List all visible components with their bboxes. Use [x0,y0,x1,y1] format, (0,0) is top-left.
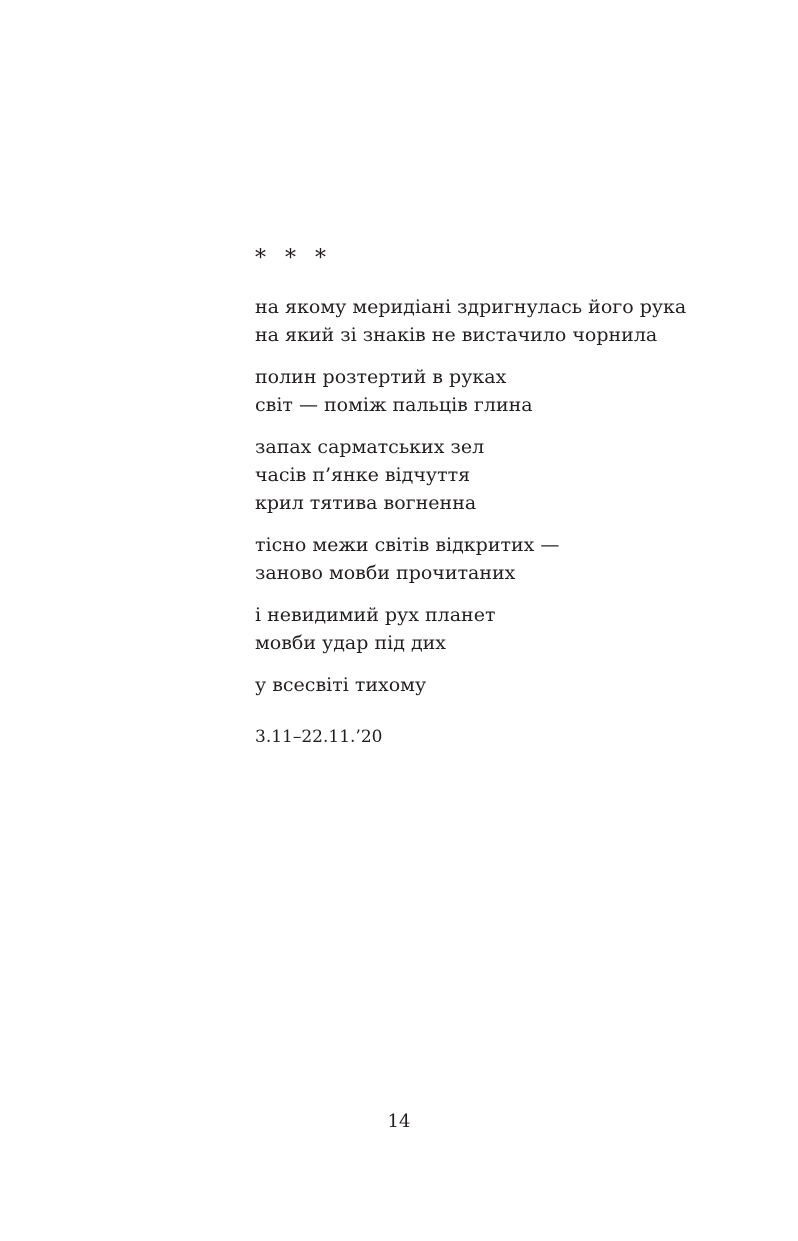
stanza-4 [255,531,775,587]
asterism-separator: * * * [255,246,332,271]
poem-line: заново мовби прочитаних [255,562,516,584]
poem-line: крил тятива вогненна [255,492,477,514]
poem-line: тісно межи світів відкритих — [255,534,560,556]
stanza-2 [255,363,775,419]
poem [255,245,775,749]
poem-date: 3.11–22.11.’20 [255,727,383,747]
poem-line: мовби удар під дих [255,632,447,654]
poem-line: запах сарматських зел [255,436,485,458]
stanza-1 [255,293,775,349]
poem-line: світ — поміж пальців глина [255,394,533,416]
poem-line: на який зі знаків не вистачило чорнила [255,324,658,346]
page-number: 14 [387,1111,411,1132]
stanza-5 [255,601,775,657]
poem-line: часів п’янке відчуття [255,464,471,486]
poem-line: і невидимий рух планет [255,604,496,626]
poem-line: полин розтертий в руках [255,366,507,388]
stanza-3 [255,433,775,517]
poem-line: на якому меридіані здригнулась його рука [255,296,687,318]
poem-line: у всесвіті тихому [255,674,427,696]
stanza-6 [255,671,775,699]
